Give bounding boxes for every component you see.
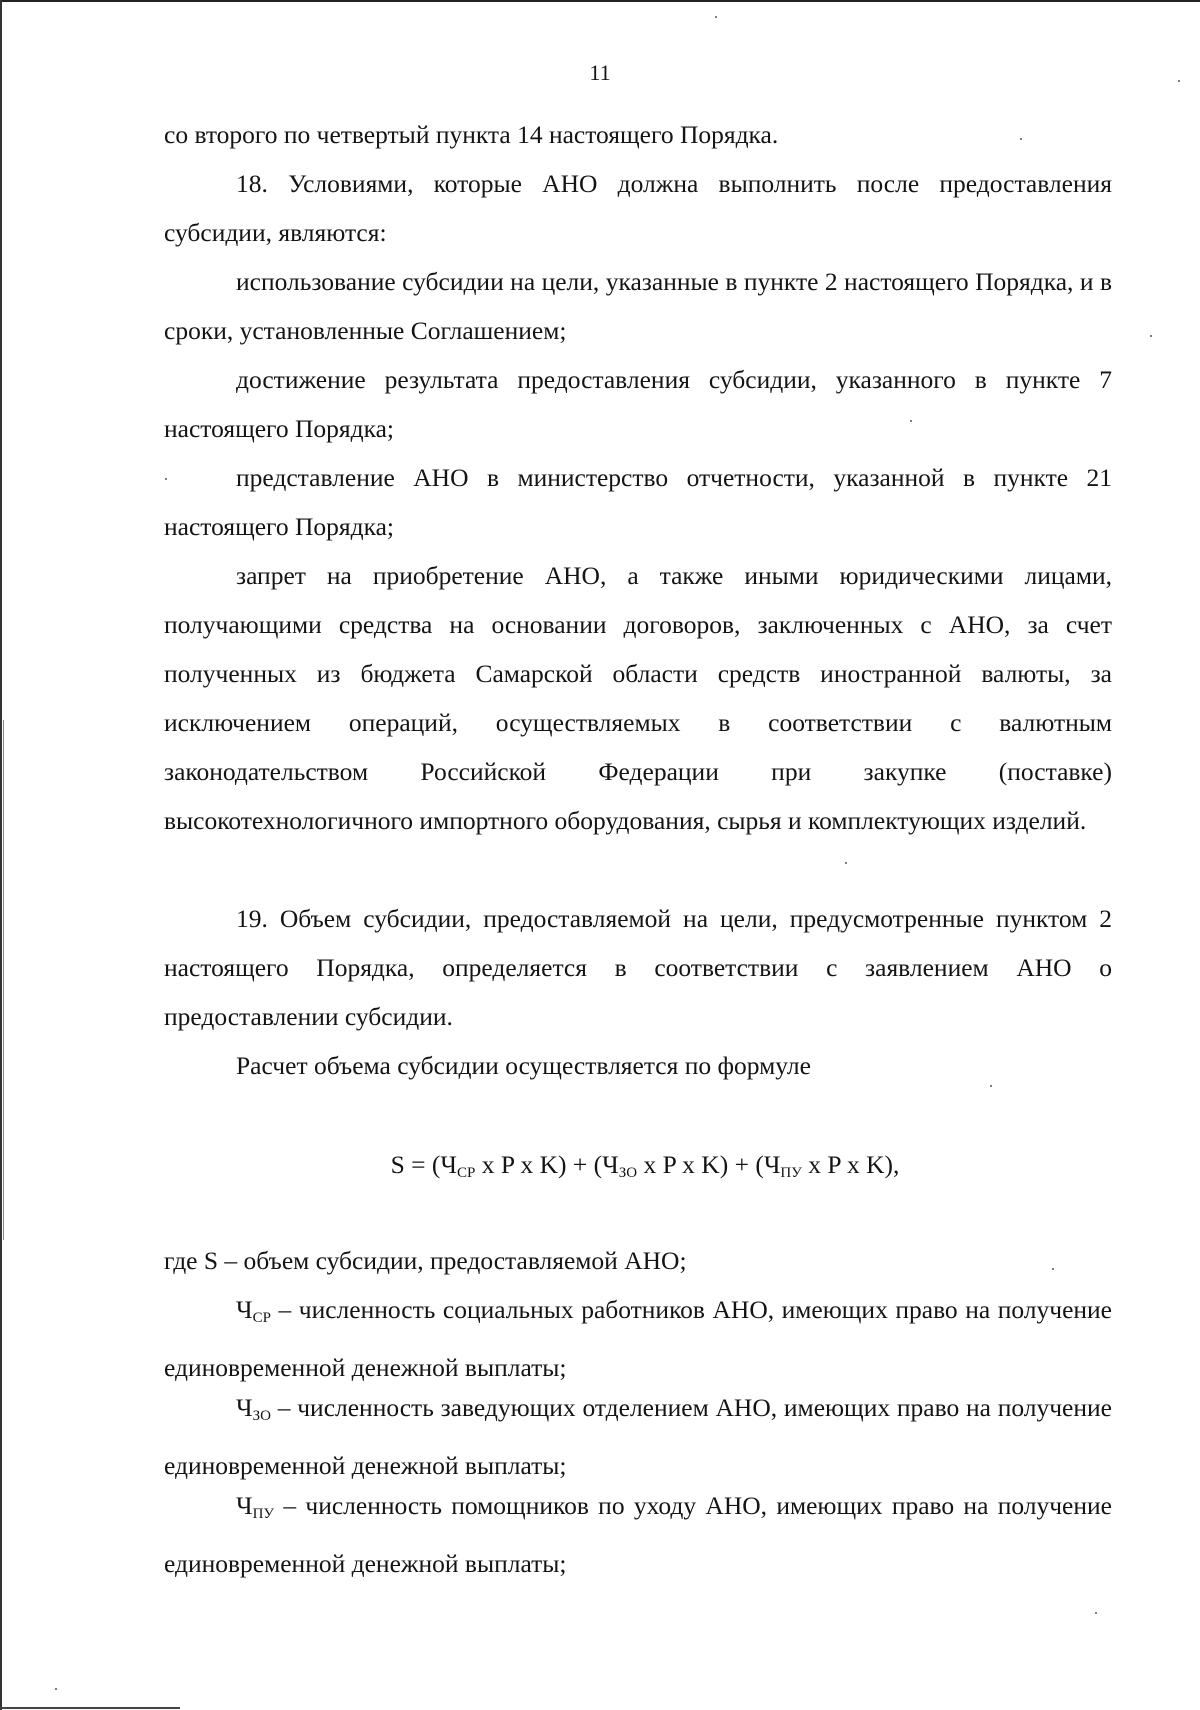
paragraph-formula-intro: Расчет объема субсидии осуществляется по формуле [236, 1051, 811, 1080]
scan-edge-top [0, 0, 1200, 2]
scan-speck [1150, 335, 1152, 337]
scan-speck [1095, 1612, 1097, 1614]
paragraph-continuation: со второго по четвертый пункта 14 настоящего Порядка. [164, 120, 779, 149]
definition-ch-sr: $Ч_{СР}$ – численность социальных работников АНО, имеющих право на получение единовременной денежной выплаты; [164, 1295, 1112, 1382]
paragraph-item-19: 19. Объем субсидии, предоставляемой на цели, предусмотренные пунктом 2 настоящего Порядка, определяется в соответствии с заявлением АНО о предоставлении субсидии. [164, 904, 1112, 1031]
paragraph-condition-currency-ban: запрет на приобретение АНО, а также иными юридическими лицами, получающими средства на основании договоров, заключенных с АНО, за счет полученных из бюджета Самарской области средств иностранной валюты, за исключением операций, осуществляемых в соответствии с валютным законодательством Российской Федерации при закупке (поставке) высокотехнологичного импортного оборудования, сырья и комплектующих изделий. [164, 561, 1112, 835]
page-number: 11 [589, 60, 611, 85]
scan-speck [845, 862, 847, 864]
definition-ch-pu: $Ч_{ПУ}$ – численность помощников по уходу АНО, имеющих право на получение единовременной денежной выплаты; [164, 1491, 1112, 1578]
paragraph-condition-report: представление АНО в министерство отчетности, указанной в пункте 21 настоящего Порядка; [164, 463, 1112, 541]
paragraph-condition-result: достижение результата предоставления субсидии, указанного в пункте 7 настоящего Порядка; [164, 365, 1112, 443]
paragraph-item-18: 18. Условиями, которые АНО должна выполнить после предоставления субсидии, являются: [164, 169, 1112, 247]
scan-speck [55, 1688, 57, 1690]
paragraph-condition-use: использование субсидии на цели, указанные в пункте 2 настоящего Порядка, и в сроки, установленные Соглашением; [164, 267, 1112, 345]
definition-ch-zo: $Ч_{ЗО}$ – численность заведующих отделением АНО, имеющих право на получение единовременной денежной выплаты; [164, 1393, 1112, 1480]
scan-edge-bottom [0, 1707, 180, 1709]
scan-speck [715, 16, 717, 18]
subsidy-formula: $S = (Ч_{СР}$ x P x $K) + (Ч_{ЗО}$ x P x $K) + (Ч_{ПУ}$ x P x K), [390, 1150, 900, 1181]
definition-s: где S – объем субсидии, предоставляемой АНО; [164, 1246, 687, 1275]
scan-edge-left [0, 0, 2, 1710]
